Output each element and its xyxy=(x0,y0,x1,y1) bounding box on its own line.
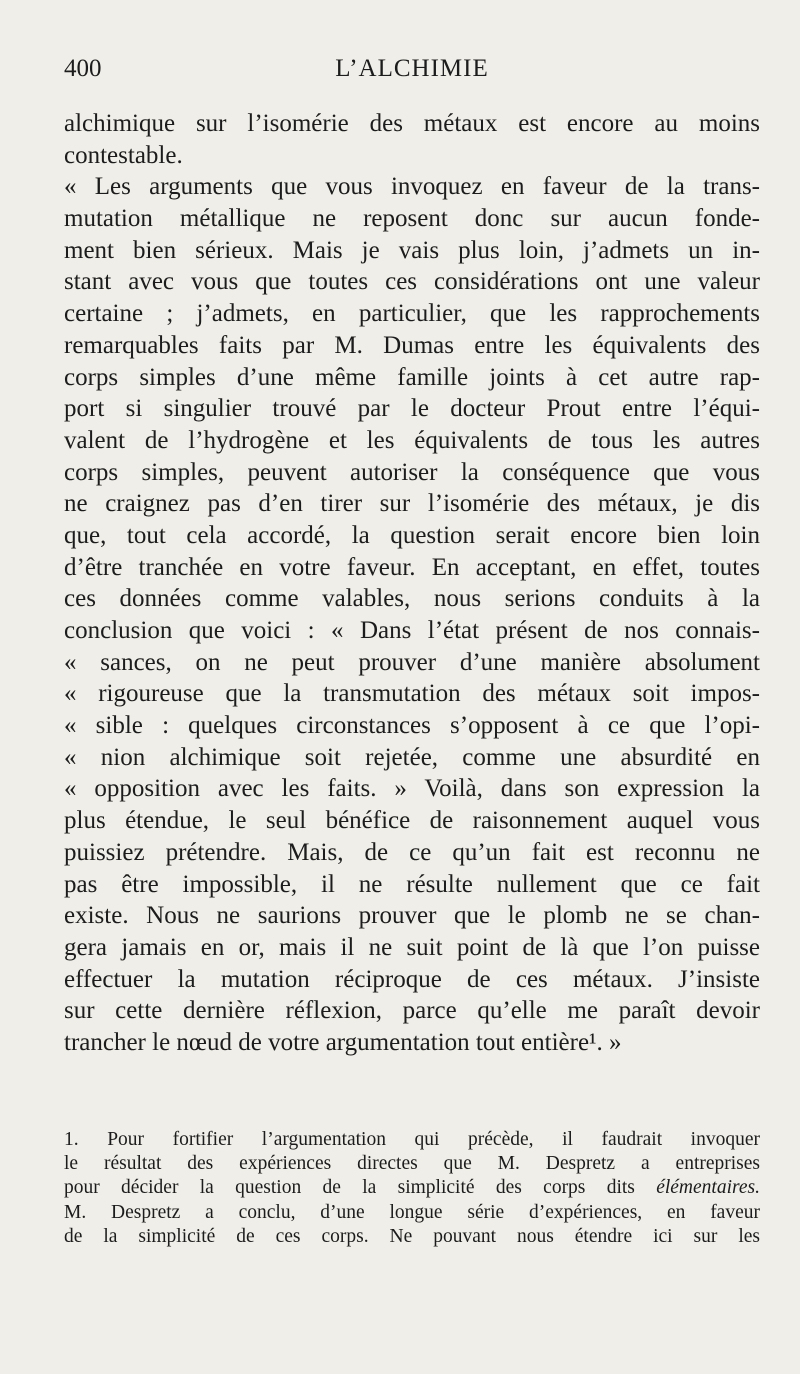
text-line: alchimique sur l’isomérie des métaux est encore au moins xyxy=(64,110,760,137)
footnote-line: le résultat des expériences directes que M. Despretz a entreprises xyxy=(64,1153,760,1175)
text-line: corps simples d’une même famille joints à cet autre rap- xyxy=(64,363,760,391)
text-line: pas être impossible, il ne résulte nullement que ce fait xyxy=(64,870,760,898)
footnote xyxy=(64,1128,760,1249)
text-line: trancher le nœud de votre argumentation tout entière¹. » xyxy=(64,1028,622,1056)
text-line: « nion alchimique soit rejetée, comme une absurdité en xyxy=(64,743,760,771)
text-line: conclusion que voici : « Dans l’état présent de nos connais- xyxy=(64,617,760,644)
text-line: que, tout cela accordé, la question serait encore bien loin xyxy=(64,521,760,549)
text-line: remarquables faits par M. Dumas entre les équivalents des xyxy=(64,331,760,359)
text-line: existe. Nous ne saurions prouver que le plomb ne se chan- xyxy=(64,902,760,930)
text-line: ces données comme valables, nous serions conduits à la xyxy=(64,585,760,613)
text-line: gera jamais en or, mais il ne suit point de là que l’on puisse xyxy=(64,933,760,961)
text-line: contestable. xyxy=(64,141,183,169)
text-line: « Les arguments que vous invoquez en faveur de la trans- xyxy=(64,173,760,201)
text-line: d’être tranchée en votre faveur. En acceptant, en effet, toutes xyxy=(64,553,760,581)
text-line: « sances, on ne peut prouver d’une manière absolument xyxy=(64,648,760,676)
text-line: puissiez prétendre. Mais, de ce qu’un fait est reconnu ne xyxy=(64,838,760,866)
text-line: ne craignez pas d’en tirer sur l’isomérie des métaux, je dis xyxy=(64,490,760,518)
text-line: stant avec vous que toutes ces considérations ont une valeur xyxy=(64,268,760,296)
text-line: effectuer la mutation réciproque de ces métaux. J’insiste xyxy=(64,965,760,993)
text-line: port si singulier trouvé par le docteur Prout entre l’équi- xyxy=(64,395,760,423)
footnote-line: M. Despretz a conclu, d’une longue série d’expériences, en faveur xyxy=(64,1201,760,1223)
footnote-line xyxy=(64,1176,760,1200)
text-line: « opposition avec les faits. » Voilà, dans son expression la xyxy=(64,775,760,803)
text-line: certaine ; j’admets, en particulier, que les rapprochements xyxy=(64,300,760,328)
body-text xyxy=(64,108,760,1059)
text-line: ment bien sérieux. Mais je vais plus loin, j’admets un in- xyxy=(64,236,760,264)
page-header xyxy=(64,55,760,95)
text-line: corps simples, peuvent autoriser la conséquence que vous xyxy=(64,458,760,486)
page-number: 400 xyxy=(64,55,102,82)
footnote-italic-term: élémentaires. xyxy=(656,1177,760,1199)
text-line: « rigoureuse que la transmutation des métaux soit impos- xyxy=(64,680,760,708)
footnote-line: 1. Pour fortifier l’argumentation qui précède, il faudrait invoquer xyxy=(64,1129,760,1150)
footnote-text: pour décider la question de la simplicité des corps dits xyxy=(64,1177,657,1199)
text-line: « sible : quelques circonstances s’opposent à ce que l’opi- xyxy=(64,712,760,740)
text-line: sur cette dernière réflexion, parce qu’elle me paraît devoir xyxy=(64,997,760,1025)
running-title: L’ALCHIMIE xyxy=(335,55,489,82)
text-line: mutation métallique ne reposent donc sur aucun fonde- xyxy=(64,205,760,233)
text-line: plus étendue, le seul bénéfice de raisonnement auquel vous xyxy=(64,807,760,835)
footnote-line: de la simplicité de ces corps. Ne pouvant nous étendre ici sur les xyxy=(64,1225,760,1247)
text-line: valent de l’hydrogène et les équivalents de tous les autres xyxy=(64,426,760,454)
